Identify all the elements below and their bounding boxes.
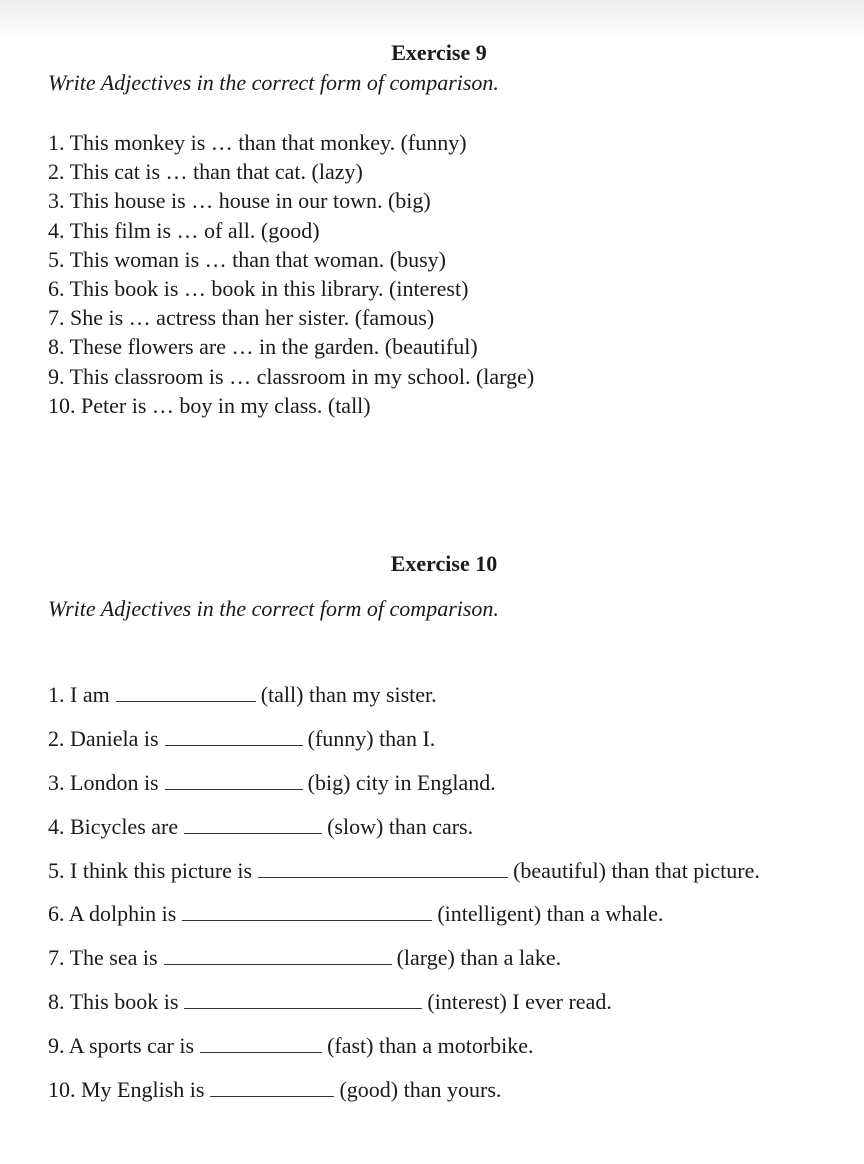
answer-blank[interactable] xyxy=(165,727,303,746)
exercise-10-row xyxy=(48,858,760,888)
answer-blank[interactable] xyxy=(210,1078,334,1097)
sentence-end: (beautiful) than that picture. xyxy=(513,858,760,883)
sentence-end: (slow) than cars. xyxy=(327,814,474,839)
list-item: 2. This cat is … than that cat. (lazy) xyxy=(48,159,363,185)
sentence-start: 6. A dolphin is xyxy=(48,901,177,926)
answer-blank[interactable] xyxy=(164,946,392,965)
exercise-10-row xyxy=(48,726,435,756)
answer-blank[interactable] xyxy=(116,683,256,702)
exercise-9-title: Exercise 9 xyxy=(391,40,487,65)
list-item: 6. This book is … book in this library. (interest) xyxy=(48,275,469,301)
sentence-start: 5. I think this picture is xyxy=(48,858,253,883)
exercise-10-row xyxy=(48,770,496,800)
answer-blank[interactable] xyxy=(182,902,432,921)
sentence-start: 4. Bicycles are xyxy=(48,814,179,839)
list-item: 8. These flowers are … in the garden. (beautiful) xyxy=(48,334,478,360)
exercise-10-row xyxy=(48,945,561,975)
list-item: 5. This woman is … than that woman. (busy) xyxy=(48,246,446,272)
sentence-start: 3. London is xyxy=(48,770,159,795)
exercise-9-list xyxy=(48,128,534,420)
sentence-start: 7. The sea is xyxy=(48,945,158,970)
list-item: 3. This house is … house in our town. (big) xyxy=(48,188,431,214)
exercise-10-row xyxy=(48,901,663,931)
list-item: 4. This film is … of all. (good) xyxy=(48,217,320,243)
sentence-end: (good) than yours. xyxy=(339,1077,502,1102)
list-item: 1. This monkey is … than that monkey. (funny) xyxy=(48,130,467,155)
answer-blank[interactable] xyxy=(200,1034,322,1053)
answer-blank[interactable] xyxy=(165,771,303,790)
exercise-10-row xyxy=(48,1033,534,1063)
exercise-10-instruction: Write Adjectives in the correct form of comparison. xyxy=(48,596,499,621)
sentence-start: 9. A sports car is xyxy=(48,1033,195,1058)
exercise-10-row xyxy=(48,682,437,712)
exercise-10-row xyxy=(48,989,612,1019)
top-shade xyxy=(0,0,864,40)
answer-blank[interactable] xyxy=(184,990,422,1009)
sentence-end: (funny) than I. xyxy=(307,726,436,751)
exercise-9-instruction: Write Adjectives in the correct form of comparison. xyxy=(48,70,499,95)
answer-blank[interactable] xyxy=(258,859,508,878)
exercise-10-row xyxy=(48,1077,501,1107)
exercise-10-title: Exercise 10 xyxy=(390,551,498,576)
sentence-start: 8. This book is xyxy=(48,989,179,1014)
sentence-end: (interest) I ever read. xyxy=(427,989,612,1014)
sentence-end: (big) city in England. xyxy=(307,770,496,795)
sentence-end: (intelligent) than a whale. xyxy=(437,901,664,926)
answer-blank[interactable] xyxy=(184,815,322,834)
sentence-start: 1. I am xyxy=(48,682,110,707)
sentence-end: (fast) than a motorbike. xyxy=(327,1033,534,1058)
list-item: 10. Peter is … boy in my class. (tall) xyxy=(48,392,371,418)
sentence-end: (tall) than my sister. xyxy=(260,682,437,707)
sentence-start: 10. My English is xyxy=(48,1077,205,1102)
exercise-10-row xyxy=(48,814,473,844)
sentence-end: (large) than a lake. xyxy=(396,945,562,970)
list-item: 9. This classroom is … classroom in my school. (large) xyxy=(48,363,535,389)
list-item: 7. She is … actress than her sister. (famous) xyxy=(48,305,435,331)
sentence-start: 2. Daniela is xyxy=(48,726,159,751)
